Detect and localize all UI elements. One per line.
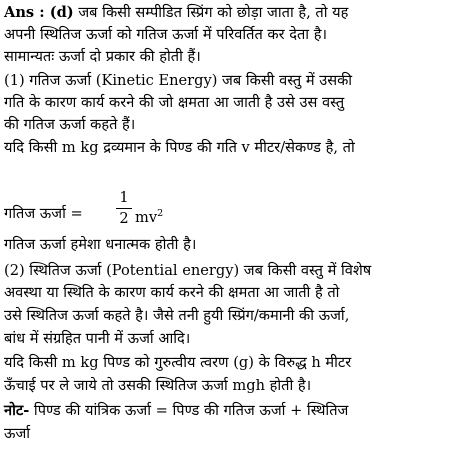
fraction-bar [116,208,132,209]
potential-line-4: बांध में संग्रहित पानी में ऊर्जा आदि। [4,330,191,347]
answer-line-2: अपनी स्थितिज ऊर्जा को गतिज ऊर्जा में परिवर्तित कर देता है। [4,26,327,43]
note-line-1-text: पिण्ड की यांत्रिक ऊर्जा = पिण्ड की गतिज ऊर्जा + स्थितिज [29,402,349,419]
fraction-denominator: 2 [119,210,129,227]
kinetic-formula-fraction [116,189,132,228]
fraction-numerator: 1 [119,189,129,206]
answer-prefix: Ans : (d) [4,4,74,21]
potential-line-2: अवस्था या स्थिति के कारण कार्य करने की क्षमता आ जाती है तो [4,284,340,301]
kinetic-line-5: गतिज ऊर्जा हमेशा धनात्मक होती है। [4,236,197,253]
answer-line-3: सामान्यतः ऊर्जा दो प्रकार की होती हैं। [4,48,201,65]
potential-heading-line: (2) स्थितिज ऊर्जा (Potential energy) जब किसी वस्तु में विशेष [4,262,372,279]
note-line-2: ऊर्जा [4,425,31,442]
kinetic-formula-term [135,203,163,229]
kinetic-heading-line: (1) गतिज ऊर्जा (Kinetic Energy) जब किसी वस्तु में उसकी [4,72,353,89]
potential-line-3: उसे स्थितिज ऊर्जा कहते है। जैसे तनी हुयी स्प्रिंग/कमानी की ऊर्जा, [4,307,350,324]
note-label: नोट- [4,402,30,419]
potential-line-5: यदि किसी m kg पिण्ड को गुरुत्वीय त्वरण (g) के विरुद्ध h मीटर [4,354,352,371]
note-line-1 [4,400,348,422]
formula-exponent: 2 [157,208,164,219]
answer-line-1-text: जब किसी सम्पीडित स्प्रिंग को छोड़ा जाता है, तो यह [73,4,349,21]
answer-line-1 [4,2,348,24]
kinetic-line-4: यदि किसी m kg द्रव्यमान के पिण्ड की गति v मीटर/सेकण्ड है, तो [4,139,355,156]
formula-mv: mv [135,209,158,226]
kinetic-line-3: की गतिज ऊर्जा कहते हैं। [4,116,136,133]
potential-line-6: ऊँचाई पर ले जाये तो उसकी स्थितिज ऊर्जा mgh होती है। [4,377,312,394]
kinetic-formula-label: गतिज ऊर्जा = [4,205,83,222]
kinetic-line-2: गति के कारण कार्य करने की जो क्षमता आ जाती है उसे उस वस्तु [4,94,345,111]
